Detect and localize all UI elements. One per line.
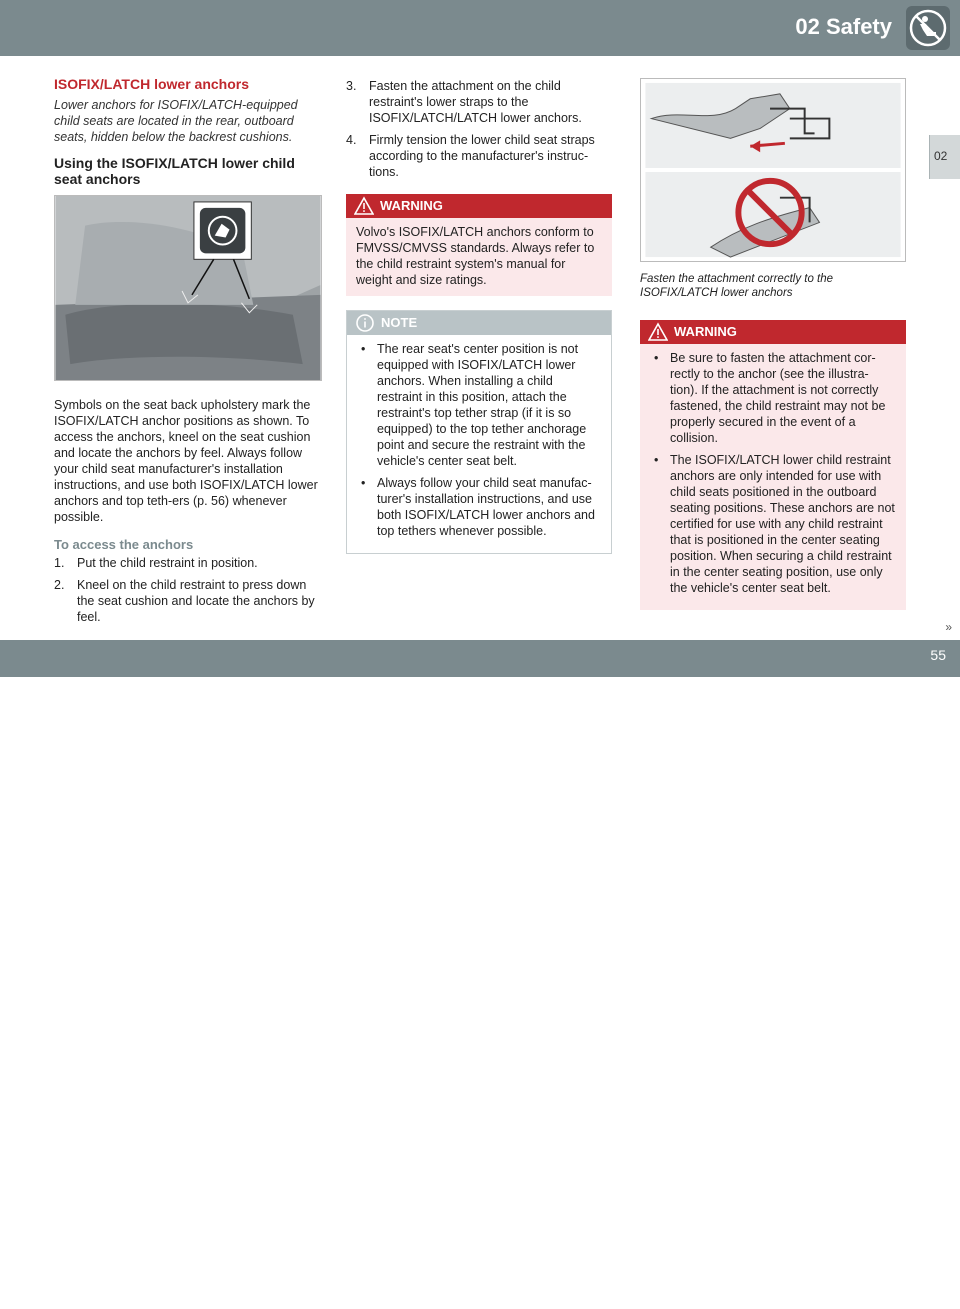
note-label: NOTE [381, 315, 418, 330]
warning-text: Volvo's ISOFIX/LATCH anchors conform to FMVSS/CMVSS standards. Always refer to the child restraint system's manual for weight and size ratings. [356, 225, 595, 287]
warning-header [346, 194, 612, 218]
access-heading: To access the anchors [54, 537, 194, 552]
info-icon [355, 313, 375, 333]
body-text: Symbols on the seat back upholstery mark the ISOFIX/LATCH anchor positions as shown. To access the anchors, kneel on the seat cushion and locate the anchors by feel. Always follow your child seat manufacturer's installation instructions, and use both ISOFIX/LATCH lower anchors and top teth-ers (p. 56) whenever possible. [54, 398, 318, 524]
subheading: Using the ISOFIX/LATCH lower child seat anchors [54, 155, 295, 187]
warning-header [640, 320, 906, 344]
warning-label: WARNING [674, 324, 737, 339]
step-number: 3. [346, 79, 357, 93]
page-number: 55 [930, 647, 946, 663]
figure-caption: Fasten the attachment correctly to the ISOFIX/LATCH lower anchors [640, 273, 834, 299]
column-3 [640, 78, 906, 610]
step-text: Kneel on the child restraint to press down the seat cushion and locate the anchors by feel. [77, 578, 315, 624]
watermark: carmanualsonline.info [470, 1283, 704, 1308]
warning-label: WARNING [380, 198, 443, 213]
section-title: 02 Safety [795, 14, 892, 39]
list-item: • The rear seat's center position is not equipped with ISOFIX/LATCH lower anchors. When installing a child restraint in this position, attach the restraint's top tether strap (if it is so equipped) to the top tether anchorage point and secure the restraint with the vehicle's center seat belt. [357, 341, 601, 469]
header-bar [0, 0, 960, 56]
section-heading: ISOFIX/LATCH lower anchors [54, 76, 249, 92]
list-item [54, 555, 322, 571]
next-page-marker[interactable]: » [945, 620, 950, 634]
warning-triangle-icon [354, 196, 374, 216]
warning-box [640, 320, 906, 610]
chapter-tab-label: 02 [934, 149, 948, 163]
step-text: Put the child restraint in position. [77, 556, 258, 570]
column-2 [346, 78, 612, 554]
column-1 [54, 76, 322, 631]
chapter-tab[interactable] [929, 135, 960, 179]
child-seat-prohibited-icon [904, 4, 952, 52]
step-number: 4. [346, 133, 357, 147]
rear-seat-anchor-illustration [54, 195, 322, 381]
warning-list [650, 350, 896, 596]
list-item: • The ISOFIX/LATCH lower child restraint anchors are only intended for use with child seats positioned in the outboard seating positions. These anchors are not certified for use with any child restraint that is positioned in the center seating position. When securing a child restraint in the center seating position, use only the vehicle's center seat belt. [650, 452, 896, 596]
list-item [54, 577, 322, 625]
warning-triangle-icon [648, 322, 668, 342]
list-item [346, 132, 612, 180]
step-text: Fasten the attachment on the child restraint's lower straps to the ISOFIX/LATCH/LATCH lower anchors. [369, 79, 582, 125]
step-number: 1. [54, 556, 65, 570]
list-item [346, 78, 612, 126]
intro-text: Lower anchors for ISOFIX/LATCH-equipped child seats are located in the rear, outboard seats, hidden below the backrest cushions. [54, 98, 298, 144]
anchor-attachment-illustration [640, 78, 906, 262]
step-number: 2. [54, 578, 65, 592]
warning-box [346, 194, 612, 296]
note-box [346, 310, 612, 554]
footer-bar [0, 640, 960, 1308]
list-item: • Always follow your child seat manufac-turer's installation instructions, and use both ISOFIX/LATCH lower anchors and top tethers whenever possible. [357, 475, 601, 539]
access-steps-continued [346, 78, 612, 180]
note-header [347, 311, 611, 335]
note-list [357, 341, 601, 539]
list-item: • Be sure to fasten the attachment cor-rectly to the anchor (see the illustra-tion). If the attachment is not correctly fastened, the child restraint may not be properly secured in the event of a collision. [650, 350, 896, 446]
access-steps [54, 555, 322, 625]
step-text: Firmly tension the lower child seat straps according to the manufacturer's instruc-tions. [369, 133, 595, 179]
